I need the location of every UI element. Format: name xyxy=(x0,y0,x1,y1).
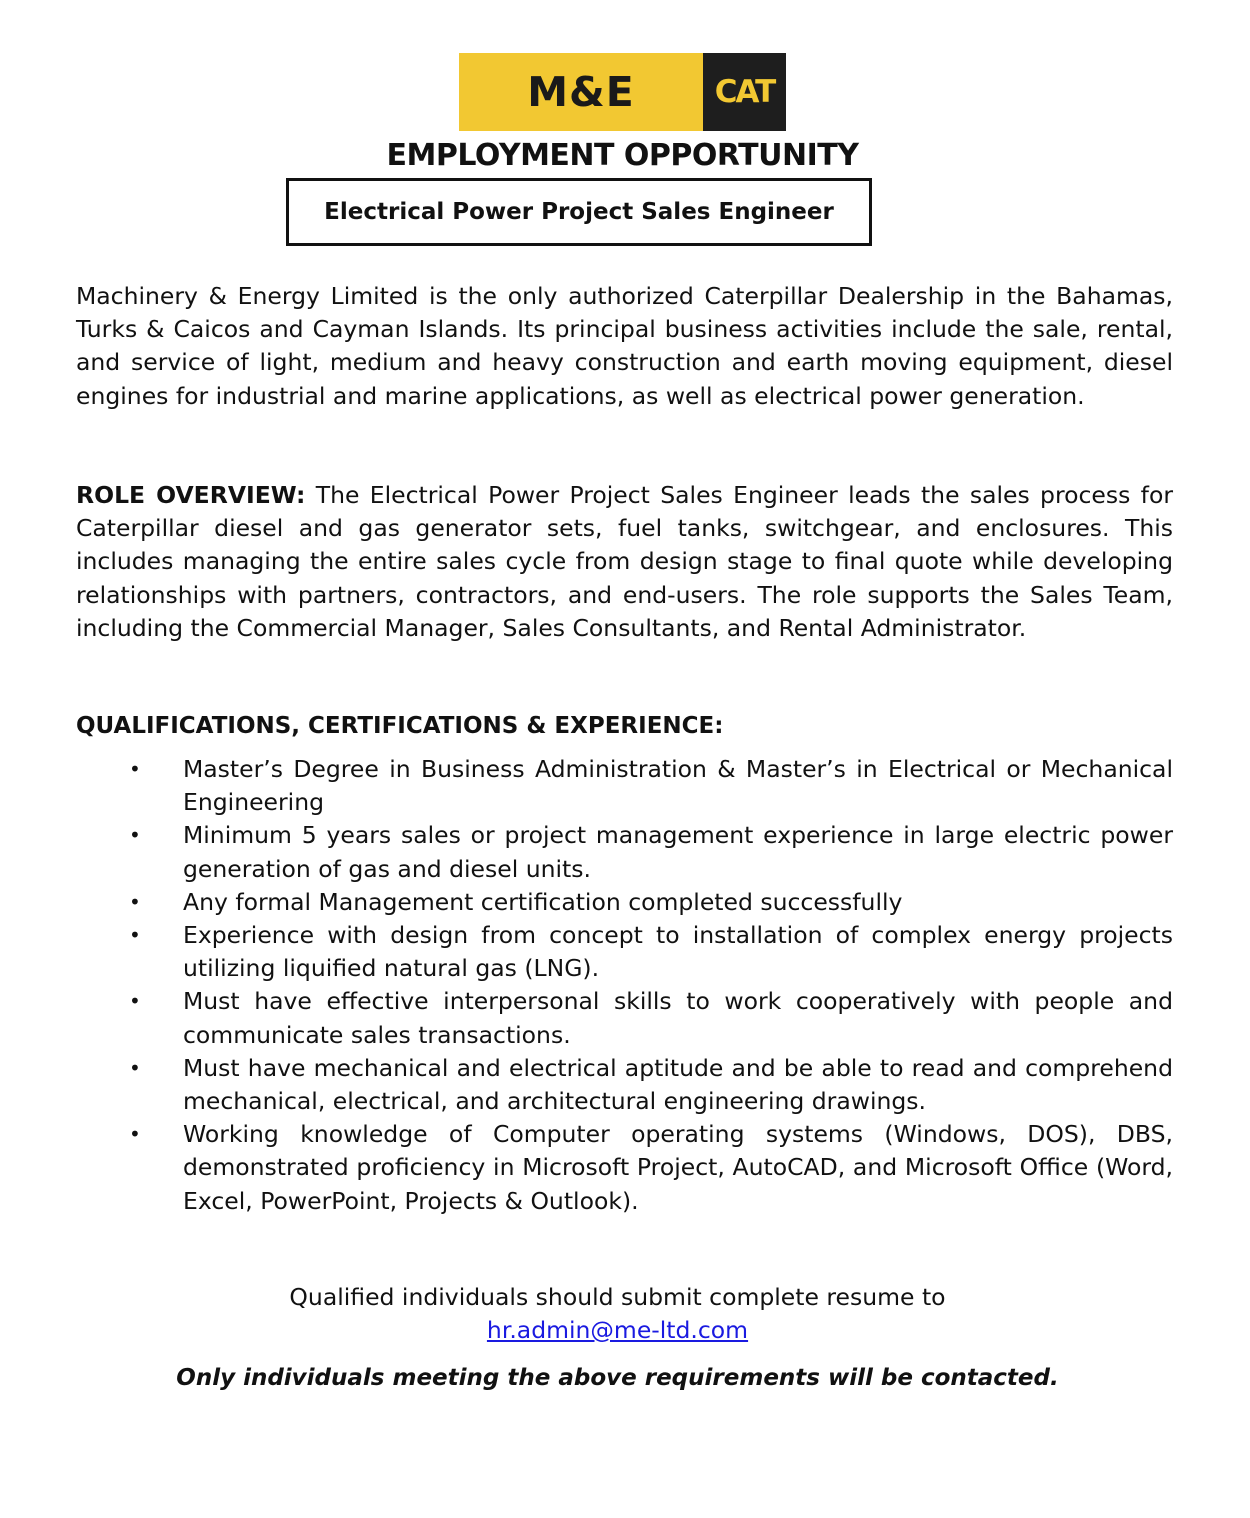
cat-logo-text: CAT xyxy=(714,74,775,110)
logo-brand-text: M&E xyxy=(527,68,635,116)
list-item-text: Experience with design from concept to installation of complex energy projects utilizing liquified natural gas (LNG). xyxy=(183,921,1173,983)
qualifications-list xyxy=(76,753,1173,1218)
bullet-icon: • xyxy=(129,1122,141,1147)
list-item-text: Any formal Management certification completed successfully xyxy=(183,887,903,916)
bullet-icon: • xyxy=(129,989,141,1014)
submit-instructions xyxy=(0,1281,1235,1347)
list-item-text: Must have mechanical and electrical aptitude and be able to read and comprehend mechanical, electrical, and architectural engineering drawings. xyxy=(183,1053,1173,1116)
email-link[interactable]: hr.admin@me-ltd.com xyxy=(486,1316,749,1345)
role-overview-text: The Electrical Power Project Sales Engineer leads the sales process for Caterpillar diesel and gas generator sets, fuel tanks, switchgear, and enclosures. This includes managing the entire sales cycle from design stage to final quote while developing relationships with partners, contractors, and end-users. The role supports the Sales Team, including the Commercial Manager, Sales Consultants, and Rental Administrator. xyxy=(76,481,1173,642)
list-item-text: Master’s Degree in Business Administration & Master’s in Electrical or Mechanical Engineering xyxy=(183,755,1173,817)
qualifications-heading: QUALIFICATIONS, CERTIFICATIONS & EXPERIENCE: xyxy=(76,713,724,739)
cat-logo xyxy=(703,53,786,131)
bullet-icon: • xyxy=(129,823,141,848)
list-item xyxy=(76,753,1173,819)
bullet-icon: • xyxy=(129,757,141,781)
job-title: Electrical Power Project Sales Engineer xyxy=(324,199,834,225)
list-item xyxy=(76,1118,1173,1218)
logo-me-block xyxy=(459,53,703,131)
company-intro: Machinery & Energy Limited is the only authorized Caterpillar Dealership in the Bahamas, Turks & Caicos and Cayman Islands. Its principal business activities include the sale, rental, and service of light, medium and heavy construction and earth moving equipment, diesel engines for industrial and marine applications, as well as electrical power generation. xyxy=(76,282,1173,410)
company-logo xyxy=(459,53,786,131)
list-item-text: Working knowledge of Computer operating systems (Windows, DOS), DBS, demonstrated proficiency in Microsoft Project, AutoCAD, and Microsoft Office (Word, Excel, PowerPoint, Projects & Outlook). xyxy=(183,1120,1173,1215)
list-item xyxy=(76,985,1173,1051)
role-overview xyxy=(76,479,1173,645)
bullet-icon: • xyxy=(129,923,141,948)
job-title-box xyxy=(286,178,872,246)
list-item-text: Must have effective interpersonal skills to work cooperatively with people and communicate sales transactions. xyxy=(183,987,1173,1049)
list-item xyxy=(76,1052,1173,1118)
bullet-icon: • xyxy=(129,1055,141,1080)
page-heading: EMPLOYMENT OPPORTUNITY xyxy=(386,138,859,173)
list-item xyxy=(76,919,1173,985)
list-item-text: Minimum 5 years sales or project management experience in large electric power generation of gas and diesel units. xyxy=(183,821,1173,883)
bullet-icon: • xyxy=(129,889,141,914)
submit-text: Qualified individuals should submit complete resume to xyxy=(289,1283,946,1311)
list-item xyxy=(76,886,1173,919)
role-overview-label: ROLE OVERVIEW: xyxy=(76,481,306,509)
list-item xyxy=(76,819,1173,885)
closing-note: Only individuals meeting the above requirements will be contacted. xyxy=(176,1365,1059,1391)
